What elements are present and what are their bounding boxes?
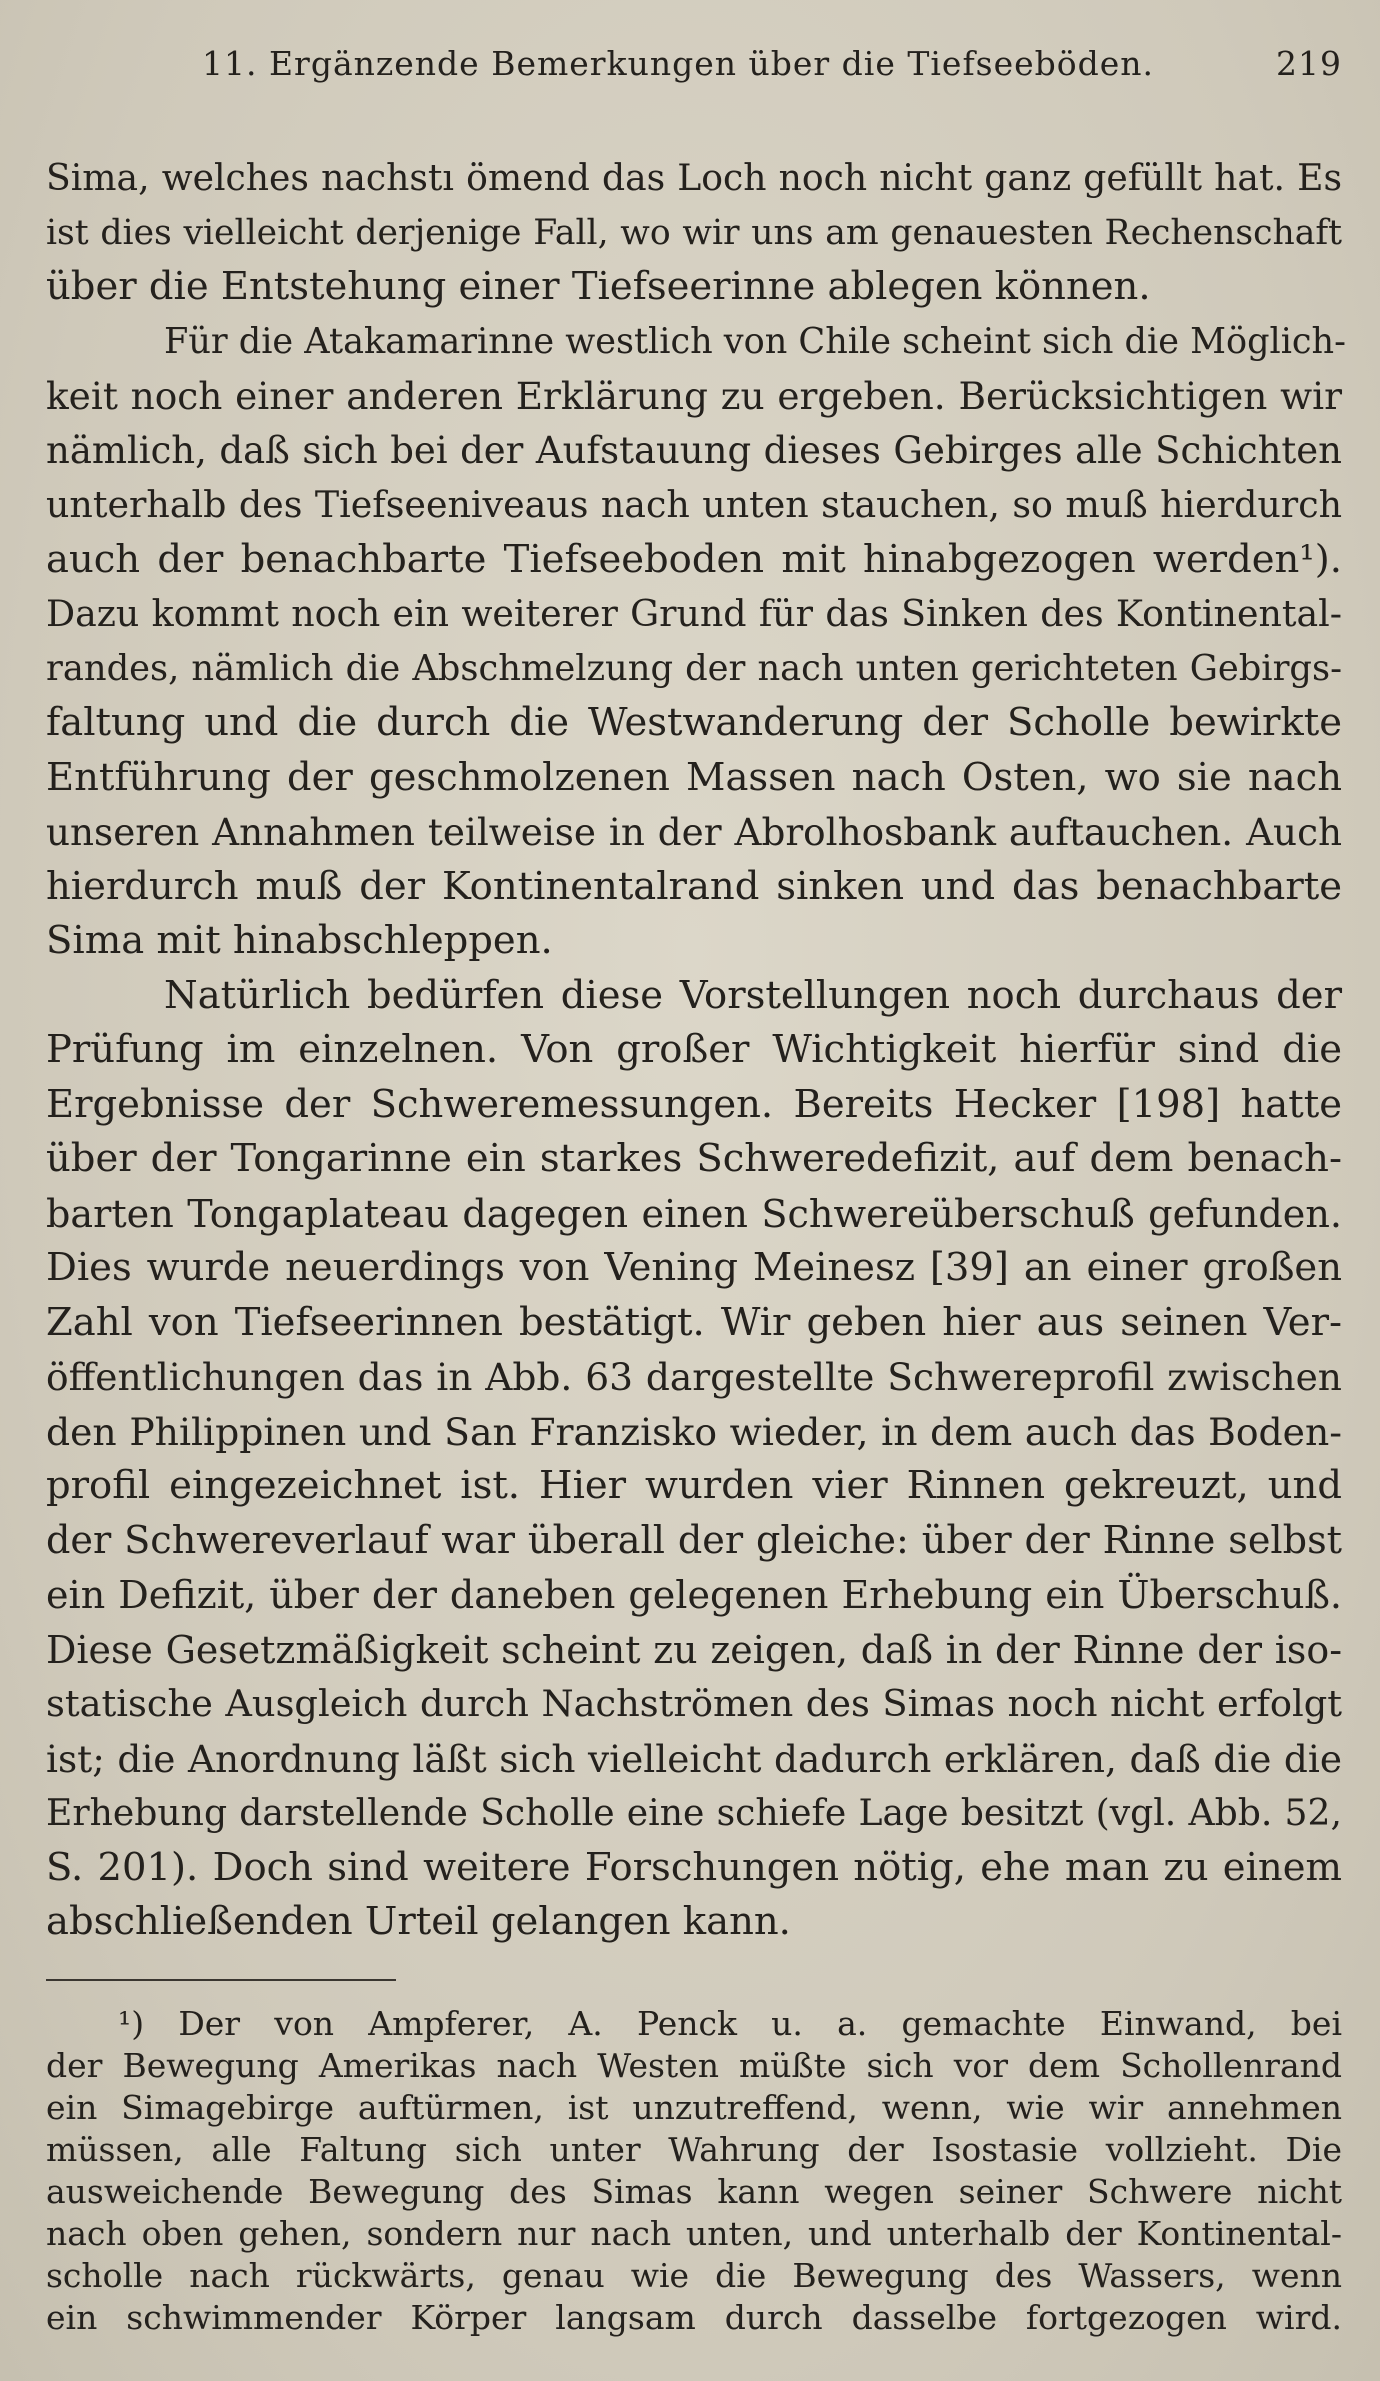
text-line: profil eingezeichnet ist. Hier wurden vier Rinnen gekreuzt, und [46,1463,1342,1508]
footnote-line: nach oben gehen, sondern nur nach unten, und unterhalb der Kontinental- [46,2214,1342,2253]
text-line: Natürlich bedürfen diese Vorstellungen noch durchaus der [164,972,1342,1018]
text-line: unterhalb des Tiefseeniveaus nach unten stauchen, so muß hierdurch [46,483,1342,526]
text-line: öffentlichungen das in Abb. 63 dargestellte Schwereprofil zwischen [46,1355,1342,1399]
text-line: ist; die Anordnung läßt sich vielleicht dadurch erklären, daß die die [46,1736,1342,1781]
text-line: S. 201). Doch sind weitere Forschungen nötig, ehe man zu einem [46,1844,1342,1890]
page-number: 219 [1276,44,1342,83]
text-line: nämlich, daß sich bei der Aufstauung dieses Gebirges alle Schichten [46,428,1342,472]
text-line: Entführung der geschmolzenen Massen nach Osten, wo sie nach [46,754,1342,800]
text-line: barten Tongaplateau dagegen einen Schwereüberschuß gefunden. [46,1191,1342,1236]
text-line: randes, nämlich die Abschmelzung der nach unten gerichteten Gebirgs- [46,647,1342,689]
text-line: der Schwereverlauf war überall der gleiche: über der Rinne selbst [46,1518,1342,1563]
footnote-line: ein schwimmender Körper langsam durch dasselbe fortgezogen wird. [46,2298,1342,2337]
text-line: Sima mit hinabschleppen. [46,918,553,963]
text-line: Dazu kommt noch ein weiterer Grund für das Sinken des Kontinental- [46,592,1342,635]
text-line: Erhebung darstellende Scholle eine schiefe Lage besitzt (vgl. Abb. 52, [46,1791,1342,1834]
paragraph-2 [46,315,1346,969]
chapter-title: 11. Ergänzende Bemerkungen über die Tiefseeböden. [202,44,1155,83]
text-line: über der Tongarinne ein starkes Schweredefizit, auf dem benach- [46,1136,1342,1181]
text-line: Sima, welches nachstı ömend das Loch noch nicht ganz gefüllt hat. Es [46,156,1342,199]
text-line: über die Entstehung einer Tiefseerinne ablegen können. [46,264,1151,309]
text-line: hierdurch muß der Kontinentalrand sinken und das benachbarte [46,863,1342,909]
footnote-line: ausweichende Bewegung des Simas kann wegen seiner Schwere nicht [46,2172,1342,2211]
text-line: Diese Gesetzmäßigkeit scheint zu zeigen, daß in der Rinne der iso- [46,1627,1342,1672]
paragraph-3 [46,969,1342,1950]
footnote-line: ein Simagebirge auftürmen, ist unzutreffend, wenn, wie wir annehmen [46,2088,1342,2127]
text-line: faltung und die durch die Westwanderung der Scholle bewirkte [46,700,1342,745]
footnote-line: der Bewegung Amerikas nach Westen müßte sich vor dem Schollenrand [46,2046,1342,2085]
text-line: den Philippinen und San Franzisko wieder, in dem auch das Boden- [46,1409,1342,1454]
text-line: Prüfung im einzelnen. Von großer Wichtigkeit hierfür sind die [46,1027,1342,1072]
footnote-line: müssen, alle Faltung sich unter Wahrung der Isostasie vollzieht. Die [46,2130,1342,2169]
text-line: ist dies vielleicht derjenige Fall, wo wir uns am genauesten Rechenschaft [46,212,1342,253]
text-line: auch der benachbarte Tiefseeboden mit hinabgezogen werden¹). [46,536,1342,582]
footnote-divider [46,1979,396,1981]
text-line: statische Ausgleich durch Nachströmen des Simas noch nicht erfolgt [46,1682,1342,1725]
text-line: Dies wurde neuerdings von Vening Meinesz [39] an einer großen [46,1245,1342,1290]
running-header [46,44,1342,90]
text-line: unseren Annahmen teilweise in der Abrolhosbank auftauchen. Auch [46,810,1342,854]
text-line: keit noch einer anderen Erklärung zu ergeben. Berücksichtigen wir [46,374,1342,418]
footnote [46,2003,1342,2339]
text-line: abschließenden Urteil gelangen kann. [46,1899,791,1944]
footnote-line: scholle nach rückwärts, genau wie die Bewegung des Wassers, wenn [46,2256,1342,2295]
main-text [46,151,1346,1950]
text-line: Zahl von Tiefseerinnen bestätigt. Wir geben hier aus seinen Ver- [46,1299,1342,1345]
text-line: ein Defizit, über der daneben gelegenen Erhebung ein Überschuß. [46,1573,1342,1617]
text-line: Ergebnisse der Schweremessungen. Bereits Hecker [198] hatte [46,1081,1342,1127]
paragraph-1 [46,151,1342,315]
text-line: Für die Atakamarinne westlich von Chile scheint sich die Möglich- [164,320,1346,362]
footnote-line: ¹) Der von Ampferer, A. Penck u. a. gemachte Einwand, bei [118,2004,1342,2043]
